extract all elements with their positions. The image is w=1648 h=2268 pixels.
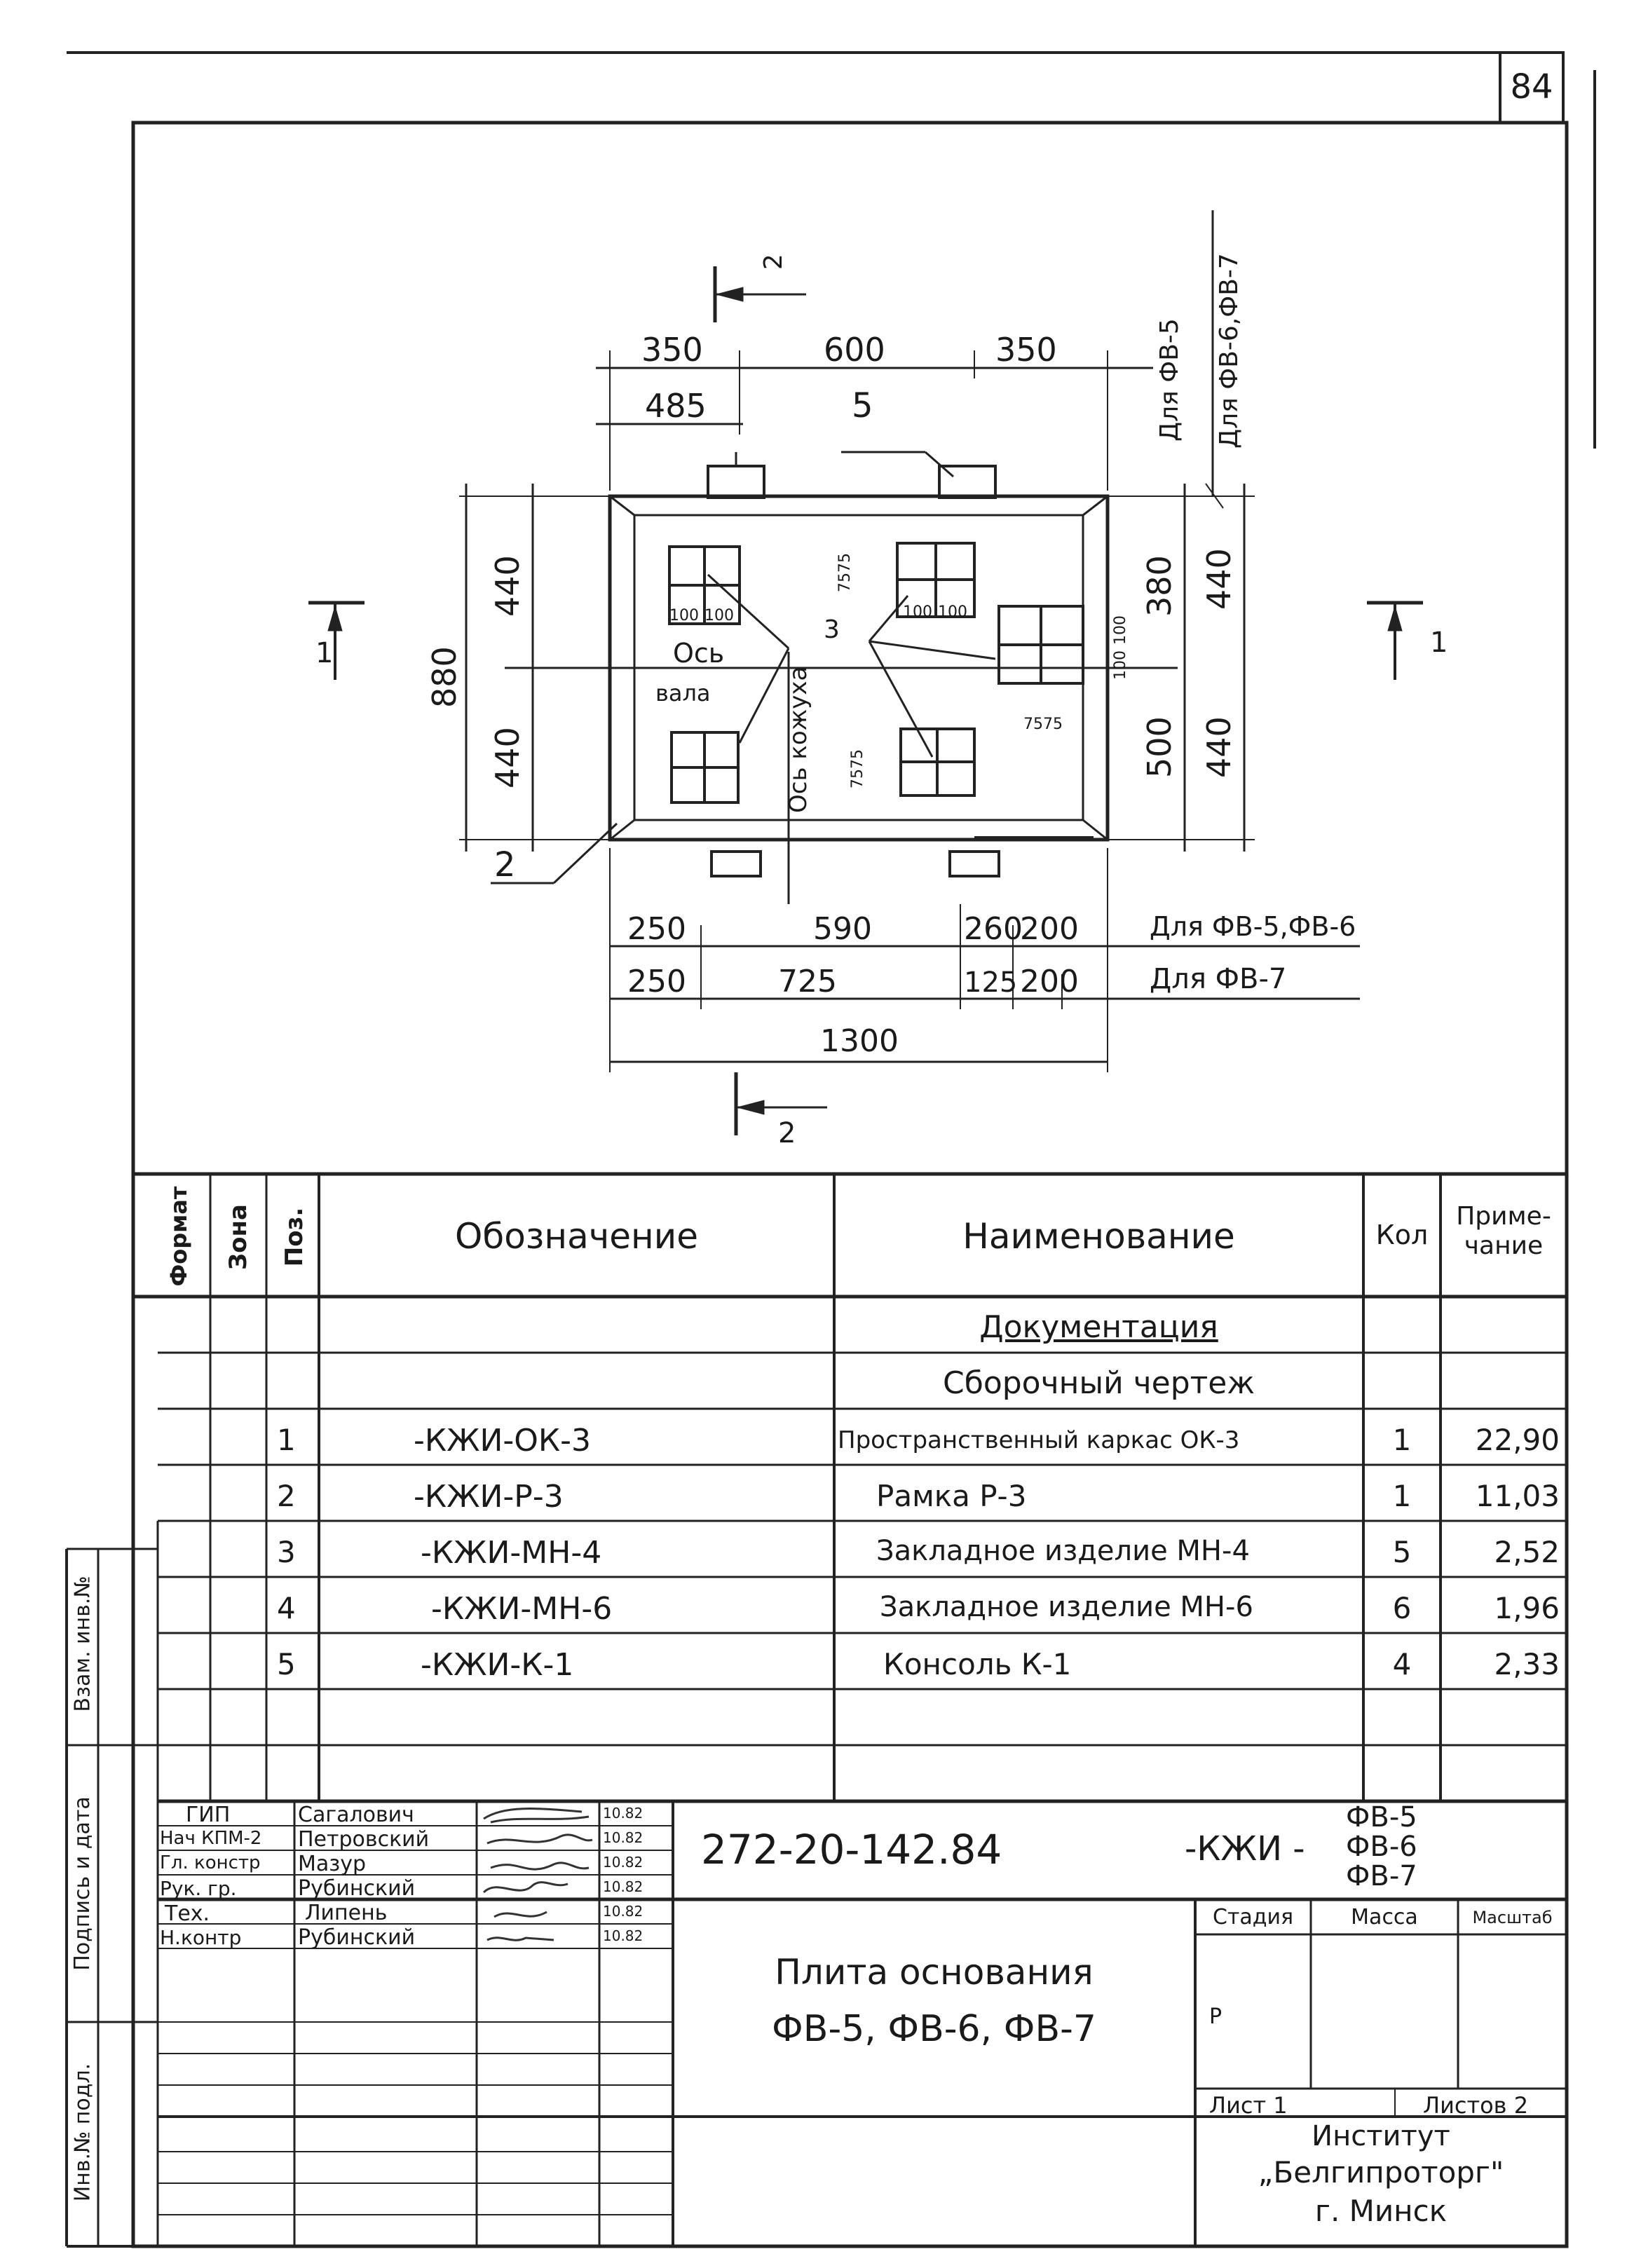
dim-b1-260: 260 [964, 911, 1023, 947]
dim-350-right: 350 [995, 331, 1057, 369]
dim-7575-c: 7575 [849, 749, 866, 788]
sig-3-role: Гл. констр [160, 1852, 261, 1873]
drawing-title-line1: Плита основания [775, 1952, 1094, 1993]
sig-2-role: Нач КПМ-2 [160, 1828, 262, 1849]
dim-100-b: 100 [704, 607, 734, 624]
pos-2-label: 2 [494, 845, 516, 884]
row-3-pos: 3 [277, 1535, 296, 1569]
row-5-qty: 4 [1392, 1647, 1412, 1681]
sig-6-name: Рубинский [298, 1925, 416, 1950]
dim-1300: 1300 [820, 1023, 899, 1059]
sig-3-name: Мазур [298, 1852, 367, 1876]
dim-right-440-bottom: 440 [1200, 716, 1238, 778]
sig-5-role: Тех. [165, 1901, 210, 1926]
note-for-fv6-fv7: Для ФВ-6,ФВ-7 [1215, 253, 1244, 449]
sig-6-date: 10.82 [603, 1927, 643, 1944]
dim-100-a: 100 [669, 607, 699, 624]
row-3-qty: 5 [1392, 1535, 1412, 1569]
header-pos: Поз. [280, 1207, 308, 1267]
section-mark-2-top: 2 [759, 254, 788, 270]
document-code-suffix: -КЖИ - [1185, 1829, 1305, 1869]
sig-5-name: Липень [305, 1901, 388, 1925]
note-for-fv5: Для ФВ-5 [1155, 318, 1184, 442]
section-mark-1-right: 1 [1430, 627, 1448, 659]
dim-b1-590: 590 [813, 911, 872, 947]
console-bottom-right [950, 852, 999, 876]
dim-left-440-top: 440 [489, 555, 526, 617]
sig-4-name: Рубинский [298, 1876, 416, 1901]
row-5-note: 2,33 [1494, 1647, 1560, 1681]
header-format: Формат [165, 1186, 192, 1287]
dim-100-d: 100 [938, 603, 967, 621]
shaft-axis-label-1: Ось [673, 638, 725, 669]
sig-5-date: 10.82 [603, 1903, 643, 1920]
row-3-designation: -КЖИ-МН-4 [421, 1535, 602, 1571]
dim-7575-b: 7575 [1023, 716, 1063, 733]
dim-7575-a: 7575 [836, 553, 854, 592]
org-line2: „Белгипроторг" [1258, 2155, 1504, 2190]
dim-600: 600 [824, 331, 885, 369]
row-1-qty: 1 [1392, 1423, 1412, 1457]
dim-b2-125: 125 [964, 966, 1018, 999]
dim-100-e: 100 [1112, 615, 1129, 645]
dim-b2-725: 725 [778, 964, 837, 999]
embedded-plates [669, 543, 1083, 802]
section-documentation: Документация [979, 1309, 1218, 1345]
sheet-number: 84 [1510, 67, 1553, 107]
casing-axis-label: Ось кожуха [784, 666, 812, 813]
dim-500: 500 [1140, 716, 1178, 778]
dim-380: 380 [1140, 555, 1178, 617]
dim-b2-200: 200 [1020, 964, 1079, 999]
row-3-note: 2,52 [1494, 1535, 1560, 1569]
row-2-note: 11,03 [1475, 1479, 1560, 1513]
header-designation: Обозначение [455, 1216, 698, 1257]
sig-1-name: Сагалович [298, 1803, 414, 1827]
row-2-pos: 2 [277, 1479, 296, 1513]
header-name: Наименование [962, 1216, 1235, 1257]
dim-100-f: 100 [1112, 650, 1129, 680]
dim-485: 485 [645, 387, 707, 425]
pos-5-label: 5 [852, 386, 873, 425]
dim-100-c: 100 [903, 603, 932, 621]
dim-right-440-top: 440 [1200, 548, 1238, 610]
dim-b1-200: 200 [1020, 911, 1079, 947]
row-4-name: Закладное изделие МН-6 [880, 1591, 1253, 1623]
header-zone: Зона [224, 1204, 252, 1270]
dim-b1-250: 250 [627, 911, 686, 947]
sheets-total-label: Листов 2 [1423, 2092, 1529, 2119]
section-assembly-drawing: Сборочный чертеж [942, 1365, 1255, 1401]
variant-fv6: ФВ-6 [1346, 1831, 1417, 1863]
drawing-title-line2: ФВ-5, ФВ-6, ФВ-7 [772, 2008, 1096, 2050]
section-mark-2-bottom: 2 [778, 1117, 796, 1149]
dim-left-440-bottom: 440 [489, 727, 526, 788]
console-top-left [708, 466, 764, 498]
stage-value: Р [1209, 2004, 1223, 2029]
dim-880: 880 [425, 646, 463, 708]
side-stamp-original-inv: Инв.№ подл. [70, 2063, 95, 2202]
spec-table-grid [133, 1174, 1567, 1801]
shaft-axis-label-2: вала [655, 680, 711, 706]
sig-4-date: 10.82 [603, 1878, 643, 1895]
scale-label: Масштаб [1472, 1908, 1553, 1927]
sig-3-date: 10.82 [603, 1854, 643, 1871]
note-fv7: Для ФВ-7 [1150, 963, 1287, 995]
stage-label: Стадия [1212, 1905, 1294, 1929]
row-5-name: Консоль К-1 [883, 1647, 1072, 1681]
mass-label: Масса [1351, 1905, 1418, 1929]
row-5-designation: -КЖИ-К-1 [421, 1647, 574, 1683]
row-3-name: Закладное изделие МН-4 [876, 1535, 1250, 1567]
row-4-note: 1,96 [1494, 1591, 1560, 1625]
row-1-name: Пространственный каркас ОК-3 [838, 1426, 1240, 1454]
sig-1-date: 10.82 [603, 1805, 643, 1822]
org-line3: г. Минск [1314, 2194, 1448, 2228]
sig-1-role: ГИП [186, 1803, 231, 1827]
header-note: Приме- чание [1456, 1202, 1551, 1260]
pos-3-label: 3 [824, 615, 840, 644]
row-2-designation: -КЖИ-Р-3 [414, 1479, 564, 1515]
row-4-pos: 4 [277, 1591, 296, 1625]
section-mark-1-left: 1 [315, 637, 334, 669]
org-line1: Институт [1312, 2120, 1450, 2152]
note-fv5-fv6: Для ФВ-5,ФВ-6 [1150, 911, 1356, 942]
sig-6-role: Н.контр [160, 1926, 242, 1949]
row-4-designation: -КЖИ-МН-6 [431, 1591, 613, 1627]
row-2-name: Рамка Р-3 [876, 1479, 1027, 1513]
signature-scribbles [477, 1801, 599, 1948]
header-qty: Кол [1375, 1220, 1429, 1250]
variant-fv5: ФВ-5 [1346, 1801, 1417, 1833]
console-bottom-left [711, 852, 761, 876]
variant-fv7: ФВ-7 [1346, 1860, 1417, 1892]
sig-4-role: Рук. гр. [160, 1877, 237, 1900]
row-1-designation: -КЖИ-ОК-3 [414, 1423, 592, 1459]
row-2-qty: 1 [1392, 1479, 1412, 1513]
document-code: 272-20-142.84 [701, 1826, 1002, 1873]
side-stamp-replacement-inv: Взам. инв.№ [70, 1576, 95, 1712]
dim-350-left: 350 [641, 331, 703, 369]
row-1-pos: 1 [277, 1423, 296, 1457]
row-1-note: 22,90 [1475, 1423, 1560, 1457]
row-4-qty: 6 [1392, 1591, 1412, 1625]
row-5-pos: 5 [277, 1647, 296, 1681]
sig-2-name: Петровский [298, 1827, 430, 1852]
side-stamp-signature-date: Подпись и дата [70, 1796, 95, 1971]
sig-2-date: 10.82 [603, 1829, 643, 1846]
sheet-label: Лист 1 [1209, 2092, 1288, 2119]
dim-b2-250: 250 [627, 964, 686, 999]
